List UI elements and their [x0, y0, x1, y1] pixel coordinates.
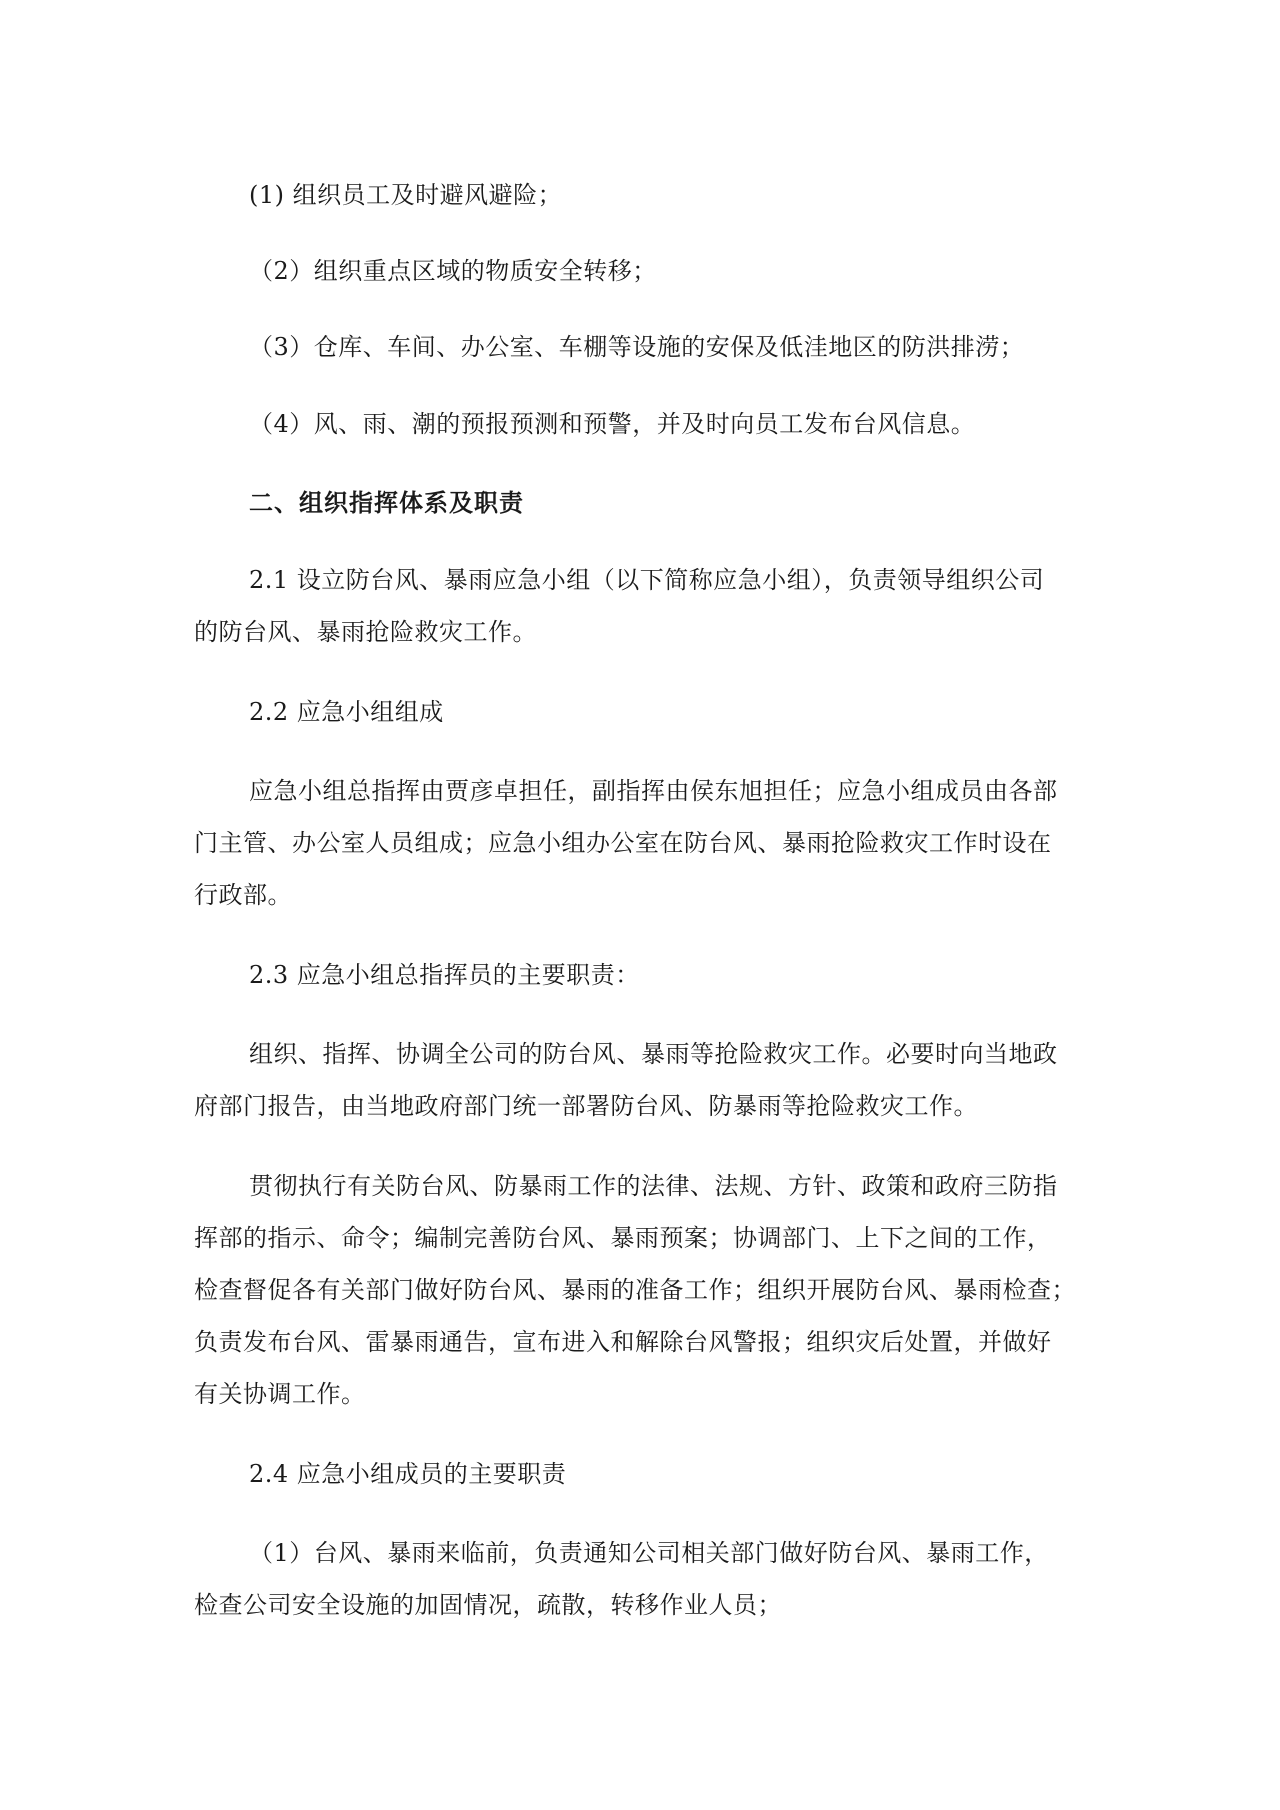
- list-item-3: （3）仓库、车间、办公室、车棚等设施的安保及低洼地区的防洪排涝；: [249, 333, 1025, 361]
- paragraph-2-2-line-3: 行政部。: [194, 881, 292, 909]
- paragraph-2-2-line-2: 门主管、办公室人员组成；应急小组办公室在防台风、暴雨抢险救灾工作时设在: [194, 829, 1052, 857]
- heading-2-3: 2.3 应急小组总指挥员的主要职责：: [249, 961, 640, 989]
- paragraph-2-4-item-1-line-1: （1）台风、暴雨来临前，负责通知公司相关部门做好防台风、暴雨工作，: [249, 1539, 1049, 1567]
- paragraph-2-3-b-line-1: 贯彻执行有关防台风、防暴雨工作的法律、法规、方针、政策和政府三防指: [249, 1172, 1058, 1200]
- paragraph-2-2-line-1: 应急小组总指挥由贾彦卓担任，副指挥由侯东旭担任；应急小组成员由各部: [249, 777, 1058, 805]
- paragraph-2-3-a-line-1: 组织、指挥、协调全公司的防台风、暴雨等抢险救灾工作。必要时向当地政: [249, 1040, 1058, 1068]
- paragraph-2-3-a-line-2: 府部门报告，由当地政府部门统一部署防台风、防暴雨等抢险救灾工作。: [194, 1092, 978, 1120]
- paragraph-2-4-item-1-line-2: 检查公司安全设施的加固情况，疏散，转移作业人员；: [194, 1591, 782, 1619]
- list-item-1: (1) 组织员工及时避风避险；: [249, 181, 563, 209]
- list-item-4: （4）风、雨、潮的预报预测和预警，并及时向员工发布台风信息。: [249, 410, 976, 438]
- paragraph-2-1-line-2: 的防台风、暴雨抢险救灾工作。: [194, 618, 537, 646]
- paragraph-2-3-b-line-5: 有关协调工作。: [194, 1380, 366, 1408]
- section-heading: 二、组织指挥体系及职责: [249, 489, 524, 517]
- list-item-2: （2）组织重点区域的物质安全转移；: [249, 257, 657, 285]
- heading-2-4: 2.4 应急小组成员的主要职责: [249, 1460, 567, 1488]
- paragraph-2-3-b-line-3: 检查督促各有关部门做好防台风、暴雨的准备工作；组织开展防台风、暴雨检查；: [194, 1276, 1076, 1304]
- heading-2-2: 2.2 应急小组组成: [249, 698, 444, 726]
- paragraph-2-3-b-line-4: 负责发布台风、雷暴雨通告，宣布进入和解除台风警报；组织灾后处置，并做好: [194, 1328, 1052, 1356]
- paragraph-2-1-line-1: 2.1 设立防台风、暴雨应急小组（以下简称应急小组），负责领导组织公司: [249, 566, 1045, 594]
- paragraph-2-3-b-line-2: 挥部的指示、命令；编制完善防台风、暴雨预案；协调部门、上下之间的工作，: [194, 1224, 1052, 1252]
